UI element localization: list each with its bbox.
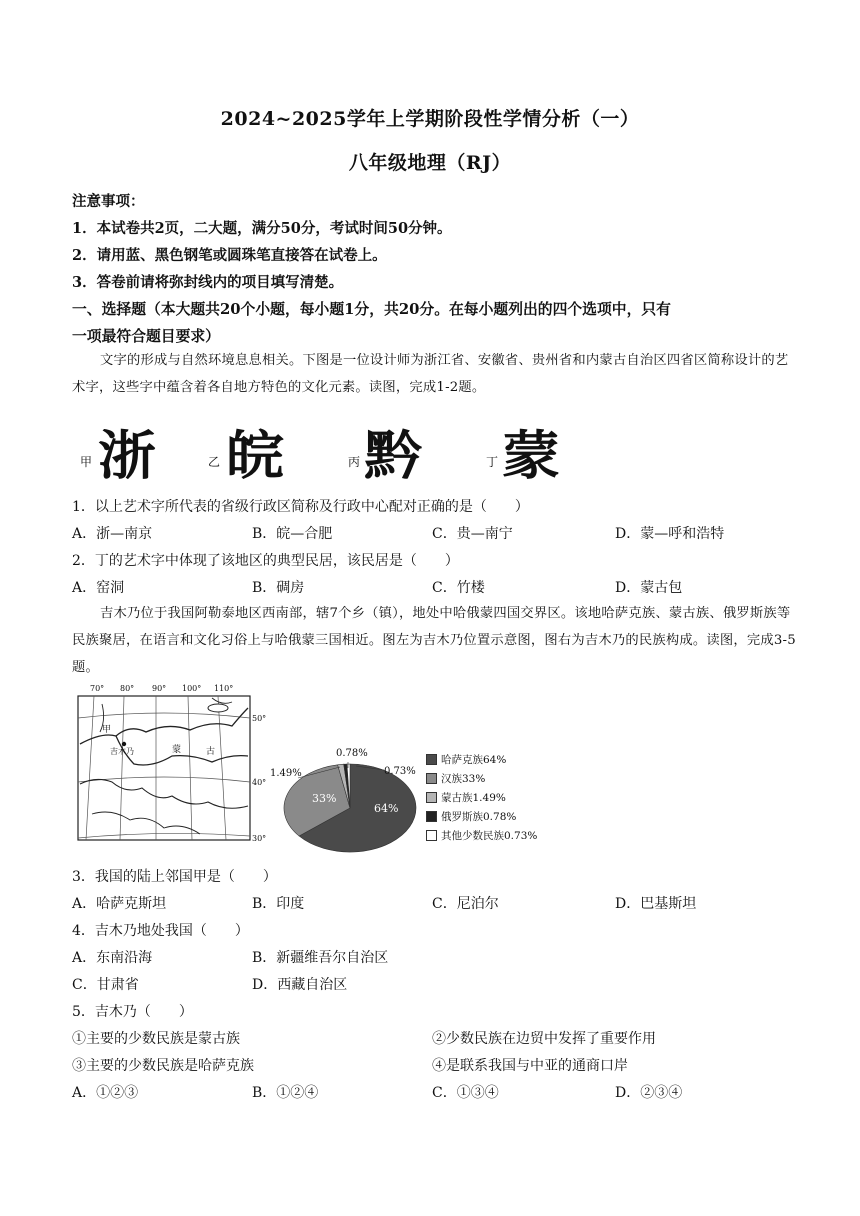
map-lat-40: 40° (252, 778, 267, 787)
pie-legend (426, 752, 566, 843)
legend-swatch-russian (426, 811, 437, 822)
q3-stem: 3．我国的陆上邻国甲是（ ） (72, 869, 277, 885)
map-lat-50: 50° (252, 714, 267, 723)
q2-option-d[interactable]: D．蒙古包 (615, 580, 683, 596)
q1-option-a[interactable]: A．浙—南京 (72, 526, 153, 542)
q2-option-a[interactable]: A．窑洞 (72, 580, 125, 596)
legend-item-other (426, 828, 566, 843)
legend-label-han: 汉族33% (441, 773, 486, 785)
art-char-wan: 皖 (226, 424, 285, 487)
q2-option-c[interactable]: C．竹楼 (432, 580, 485, 596)
q5-option-c[interactable]: C．①③④ (432, 1085, 499, 1101)
q5-statement-4: ④是联系我国与中亚的通商口岸 (432, 1058, 628, 1074)
map-label-jimunai: 吉木乃 (110, 747, 134, 756)
passage-1: 文字的形成与自然环境息息相关。下图是一位设计师为浙江省、安徽省、贵州省和内蒙古自治区四省区简称设计的艺术字，这些字中蕴含着各自地方特色的文化元素。读图，完成1-2题。 (72, 353, 789, 395)
art-char-label-ding: 丁 (486, 455, 499, 469)
map-label-meng: 蒙 (172, 745, 182, 755)
map-drawing (72, 684, 272, 854)
map-lon-70: 70° (90, 684, 105, 693)
q2-option-b[interactable]: B．碉房 (252, 580, 305, 596)
notice-item-1: 1．本试卷共2页，二大题，满分50分，考试时间50分钟。 (72, 220, 452, 237)
page-title: 2024~2025学年上学期阶段性学情分析（一） (220, 108, 640, 130)
art-char-meng: 蒙 (502, 424, 561, 487)
q4-option-d[interactable]: D．西藏自治区 (252, 977, 348, 993)
map-lon-110: 110° (214, 684, 234, 693)
map-lon-90: 90° (152, 684, 167, 693)
section-heading-line1: 一、选择题（本大题共20个小题，每小题1分，共20分。在每小题列出的四个选项中，只有 (72, 301, 671, 318)
art-char-qian: 黔 (364, 424, 423, 487)
q1-option-d[interactable]: D．蒙—呼和浩特 (615, 526, 725, 542)
q5-statement-2: ②少数民族在边贸中发挥了重要作用 (432, 1031, 656, 1047)
q1-stem: 1．以上艺术字所代表的省级行政区简称及行政中心配对正确的是（ ） (72, 499, 529, 515)
legend-label-russian: 俄罗斯族0.78% (441, 811, 517, 823)
legend-label-mongol: 蒙古族1.49% (441, 792, 506, 804)
legend-swatch-mongol (426, 792, 437, 803)
map-label-gu: 古 (206, 747, 216, 757)
q4-option-b[interactable]: B．新疆维吾尔自治区 (252, 950, 389, 966)
legend-item-han (426, 771, 566, 786)
art-char-zhe: 浙 (98, 424, 155, 487)
pie-label-han: 33% (312, 792, 337, 805)
passage-2: 吉木乃位于我国阿勒泰地区西南部，辖7个乡（镇），地处中哈俄蒙四国交界区。该地哈萨克族、蒙古族、俄罗斯族等民族聚居，在语言和文化习俗上与哈俄蒙三国相近。图左为吉木乃位置示意图，图右为吉木乃的民族构成。读图，完成3-5题。 (72, 606, 796, 675)
q2-stem: 2．丁的艺术字中体现了该地区的典型民居，该民居是（ ） (72, 553, 459, 569)
q5-statement-1: ①主要的少数民族是蒙古族 (72, 1031, 240, 1047)
location-map (72, 684, 272, 854)
q4-stem: 4．吉木乃地处我国（ ） (72, 923, 249, 939)
q4-option-a[interactable]: A．东南沿海 (72, 950, 153, 966)
q1-option-c[interactable]: C．贵—南宁 (432, 526, 513, 542)
q5-option-b[interactable]: B．①②④ (252, 1085, 319, 1101)
q5-option-a[interactable]: A．①②③ (72, 1085, 139, 1101)
pie-label-other: 0.73% (384, 766, 416, 777)
notice-item-2: 2．请用蓝、黑色钢笔或圆珠笔直接答在试卷上。 (72, 247, 387, 264)
q3-option-d[interactable]: D．巴基斯坦 (615, 896, 697, 912)
notice-item-3: 3．答卷前请将弥封线内的项目填写清楚。 (72, 274, 344, 291)
map-lon-80: 80° (120, 684, 135, 693)
legend-swatch-kazakh (426, 754, 437, 765)
art-char-label-jia: 甲 (80, 455, 93, 469)
q3-option-c[interactable]: C．尼泊尔 (432, 896, 499, 912)
section-heading-line2: 一项最符合题目要求） (72, 328, 220, 345)
notice-heading: 注意事项： (72, 193, 145, 210)
legend-swatch-other (426, 830, 437, 841)
pie-label-kazakh: 64% (374, 802, 399, 815)
legend-item-mongol (426, 790, 566, 805)
pie-label-russian: 0.78% (336, 748, 368, 759)
map-lon-100: 100° (182, 684, 202, 693)
q5-option-d[interactable]: D．②③④ (615, 1085, 683, 1101)
map-label-jia: 甲 (102, 725, 112, 735)
q5-statement-3: ③主要的少数民族是哈萨克族 (72, 1058, 254, 1074)
q1-option-b[interactable]: B．皖—合肥 (252, 526, 333, 542)
q4-option-c[interactable]: C．甘肃省 (72, 977, 139, 993)
q3-option-a[interactable]: A．哈萨克斯坦 (72, 896, 167, 912)
legend-item-kazakh (426, 752, 566, 767)
q5-stem: 5．吉木乃（ ） (72, 1004, 193, 1020)
legend-label-other: 其他少数民族0.73% (441, 830, 538, 842)
art-char-label-yi: 乙 (208, 455, 221, 469)
page-subtitle: 八年级地理（RJ） (348, 152, 512, 174)
legend-label-kazakh: 哈萨克族64% (441, 754, 507, 766)
q3-option-b[interactable]: B．印度 (252, 896, 305, 912)
art-char-label-bing: 丙 (348, 455, 361, 469)
map-lat-30: 30° (252, 834, 267, 843)
art-characters (72, 405, 612, 485)
pie-label-mongol: 1.49% (270, 768, 302, 779)
legend-item-russian (426, 809, 566, 824)
legend-swatch-han (426, 773, 437, 784)
